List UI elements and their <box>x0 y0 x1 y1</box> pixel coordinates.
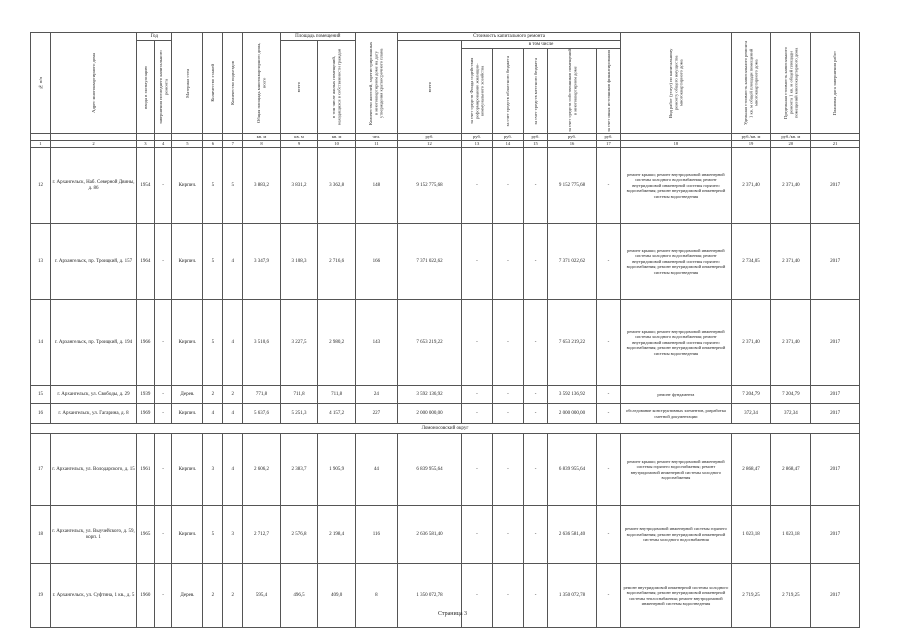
cell-year: 1966 <box>137 300 155 386</box>
cell-cost-total: 6 839 955,64 <box>397 434 461 506</box>
header-cost-local: за счет средств местного бюджета <box>523 49 547 134</box>
cell-fund: - <box>462 506 493 564</box>
header-no: № п/п <box>31 33 51 134</box>
header-area-total: всего <box>280 41 318 134</box>
cell-residents: 148 <box>355 148 397 224</box>
column-number-cell: 9 <box>280 141 318 148</box>
cell-local: - <box>523 506 547 564</box>
cell-regional: - <box>492 434 523 506</box>
cell-residents: 24 <box>355 386 397 404</box>
cell-other: - <box>596 434 620 506</box>
cell-residents: 143 <box>355 300 397 386</box>
header-cost-other: за счет иных источников финансирования <box>596 49 620 134</box>
cell-year: 1965 <box>137 506 155 564</box>
cell-deadline: 2017 <box>811 404 860 424</box>
unit-cell <box>50 134 136 141</box>
cell-entrances: 3 <box>223 506 243 564</box>
cell-cost-total: 3 592 136,92 <box>397 386 461 404</box>
cell-local: - <box>523 404 547 424</box>
page-footer: Страница 3 <box>437 611 468 617</box>
cell-fund: - <box>462 404 493 424</box>
cell-max: 2 371,40 <box>771 300 811 386</box>
cell-last: - <box>154 224 172 300</box>
cell-area-total: 771,8 <box>243 386 281 404</box>
cell-regional: - <box>492 148 523 224</box>
unit-cell <box>811 134 860 141</box>
cell-floors: 5 <box>203 300 223 386</box>
cell-area-rooms: 3 831,2 <box>280 148 318 224</box>
column-number-cell: 13 <box>462 141 493 148</box>
header-cost-fund: за счет средств Фонда содействия реформированию жилищно-коммунального хозяйства <box>462 49 493 134</box>
header-max-cost: Предельная стоимость капитального ремонта 1 кв. м общей площади помещений многоквартирного дома <box>771 33 811 134</box>
header-area-private: в том числе жилых помещений, находящихся в собственности граждан <box>318 41 356 134</box>
cell-residents: 166 <box>355 224 397 300</box>
cell-specific: 2 868,47 <box>731 434 771 506</box>
unit-cell: кв. м <box>280 134 318 141</box>
unit-cell <box>31 134 51 141</box>
cell-material: Кирпич. <box>172 224 203 300</box>
cell-works: ремонт крыши; ремонт внутридомовой инженерной системы холодного водоснабжения; ремонт внутридомовой инженерной системы горячего водоснабжения; ремонт внутридомовой инженерной системы водоотведения <box>621 224 732 300</box>
section-row-group <box>31 424 860 434</box>
cell-max: 2 371,40 <box>771 148 811 224</box>
table-header <box>31 33 860 148</box>
unit-cell: руб./кв. м <box>771 134 811 141</box>
cell-year: 1960 <box>137 564 155 628</box>
cell-other: - <box>596 506 620 564</box>
unit-cell <box>154 134 172 141</box>
cell-last: - <box>154 564 172 628</box>
column-number-cell: 17 <box>596 141 620 148</box>
cell-address: г. Архангельск, Наб. Северной Двины, д. 86 <box>50 148 136 224</box>
cell-deadline: 2017 <box>811 564 860 628</box>
cell-area-rooms: 2 576,8 <box>280 506 318 564</box>
header-address: Адрес многоквартирного дома <box>50 33 136 134</box>
column-number-cell: 11 <box>355 141 397 148</box>
cell-year: 1969 <box>137 404 155 424</box>
cell-regional: - <box>492 300 523 386</box>
unit-cell: чел. <box>355 134 397 141</box>
cell-no: 19 <box>31 564 51 628</box>
unit-cell <box>203 134 223 141</box>
cell-last: - <box>154 404 172 424</box>
cell-area-rooms: 3 108,3 <box>280 224 318 300</box>
cell-no: 12 <box>31 148 51 224</box>
cell-material: Кирпич. <box>172 434 203 506</box>
cell-cost-total: 2 636 581,40 <box>397 506 461 564</box>
header-year-last-repair: завершения последнего капитального ремонта <box>154 41 172 134</box>
cell-local: - <box>523 148 547 224</box>
cell-works: ремонт крыши; ремонт внутридомовой инженерной системы горячего водоснабжения; ремонт внутридомовой инженерной системы холодного водоснабжения <box>621 434 732 506</box>
cell-local: - <box>523 224 547 300</box>
cell-last: - <box>154 434 172 506</box>
header-specific-cost: Удельная стоимость капитального ремонта 1 кв. м общей площади помещений многоквартирного дома <box>731 33 771 134</box>
table-row <box>31 386 860 404</box>
cell-material: Дерев. <box>172 564 203 628</box>
cell-area-private: 1 905,9 <box>318 434 356 506</box>
header-cost-owners: за счет средств собственников помещений в многоквартирном доме <box>548 49 597 134</box>
cell-entrances: 5 <box>223 148 243 224</box>
cell-local: - <box>523 300 547 386</box>
cell-deadline: 2017 <box>811 148 860 224</box>
column-number-cell: 15 <box>523 141 547 148</box>
cell-no: 14 <box>31 300 51 386</box>
cell-area-total: 2 606,2 <box>243 434 281 506</box>
unit-cell: руб. <box>397 134 461 141</box>
cell-address: г. Архангельск, ул. Володарского, д. 15 <box>50 434 136 506</box>
cell-last: - <box>154 386 172 404</box>
cell-residents: 116 <box>355 506 397 564</box>
cell-specific: 2 371,40 <box>731 148 771 224</box>
cell-area-private: 409,0 <box>318 564 356 628</box>
cell-entrances: 4 <box>223 404 243 424</box>
cell-cost-total: 7 653 219,22 <box>397 300 461 386</box>
capital-repair-table <box>30 32 860 628</box>
rows-group-a <box>31 148 860 424</box>
cell-regional: - <box>492 564 523 628</box>
column-number-cell: 10 <box>318 141 356 148</box>
cell-last: - <box>154 506 172 564</box>
cell-last: - <box>154 148 172 224</box>
unit-cell <box>223 134 243 141</box>
cell-floors: 2 <box>203 564 223 628</box>
unit-cell <box>621 134 732 141</box>
cell-owners: 1 350 072,78 <box>548 564 597 628</box>
cell-owners: 7 371 022,62 <box>548 224 597 300</box>
cell-deadline: 2017 <box>811 434 860 506</box>
column-number-cell: 4 <box>154 141 172 148</box>
cell-works: ремонт фундамента <box>621 386 732 404</box>
unit-cell: руб. <box>548 134 597 141</box>
cell-max: 2 371,40 <box>771 224 811 300</box>
cell-floors: 4 <box>203 404 223 424</box>
cell-material: Кирпич. <box>172 404 203 424</box>
cell-area-total: 3 510,6 <box>243 300 281 386</box>
header-deadline: Плановая дата завершения работ <box>811 33 860 134</box>
cell-entrances: 2 <box>223 564 243 628</box>
cell-floors: 5 <box>203 148 223 224</box>
cell-deadline: 2017 <box>811 506 860 564</box>
cell-owners: 6 839 955,64 <box>548 434 597 506</box>
column-number-cell: 2 <box>50 141 136 148</box>
header-cost-group: Стоимость капитального ремонта <box>397 33 620 41</box>
cell-floors: 5 <box>203 506 223 564</box>
cell-max: 372,34 <box>771 404 811 424</box>
header-floors: Количество этажей <box>203 33 223 134</box>
header-works: Вид работ (услуг) по капитальному ремонту общего имущества многоквартирного дома <box>621 33 732 134</box>
cell-area-private: 2 716,6 <box>318 224 356 300</box>
cell-address: г. Архангельск, пр. Троицкий, д. 157 <box>50 224 136 300</box>
cell-area-private: 4 157,2 <box>318 404 356 424</box>
cell-cost-total: 1 350 072,78 <box>397 564 461 628</box>
unit-cell: руб. <box>596 134 620 141</box>
cell-entrances: 4 <box>223 300 243 386</box>
cell-max: 2 719,25 <box>771 564 811 628</box>
cell-specific: 2 719,25 <box>731 564 771 628</box>
cell-fund: - <box>462 564 493 628</box>
unit-cell <box>137 134 155 141</box>
header-cost-total: всего <box>397 41 461 134</box>
cell-owners: 2 636 581,40 <box>548 506 597 564</box>
cell-specific: 7 204,79 <box>731 386 771 404</box>
cell-area-rooms: 2 383,7 <box>280 434 318 506</box>
cell-local: - <box>523 434 547 506</box>
cell-no: 16 <box>31 404 51 424</box>
cell-address: г. Архангельск, ул. Выучейского, д. 59, корп. 1 <box>50 506 136 564</box>
header-year-commission: ввода в эксплуатацию <box>137 41 155 134</box>
cell-floors: 2 <box>203 386 223 404</box>
column-number-cell: 6 <box>203 141 223 148</box>
cell-max: 2 868,47 <box>771 434 811 506</box>
cell-specific: 1 023,18 <box>731 506 771 564</box>
table-row <box>31 506 860 564</box>
cell-regional: - <box>492 404 523 424</box>
cell-cost-total: 7 371 022,62 <box>397 224 461 300</box>
cell-address: г. Архангельск, ул. Свободы, д. 29 <box>50 386 136 404</box>
cell-area-rooms: 711,8 <box>280 386 318 404</box>
cell-no: 15 <box>31 386 51 404</box>
column-number-cell: 1 <box>31 141 51 148</box>
header-residents: Количество жителей, зарегистрированных в многоквартирном доме на дату утверждения краткосрочного плана <box>355 33 397 134</box>
cell-owners: 3 592 136,92 <box>548 386 597 404</box>
cell-area-rooms: 496,5 <box>280 564 318 628</box>
cell-works: ремонт внутридомовой инженерной системы холодного водоснабжения; ремонт внутридомовой инженерной системы теплоснабжения; ремонт внутридомовой инженерной системы водоотведения <box>621 564 732 628</box>
column-number-cell: 14 <box>492 141 523 148</box>
cell-works: ремонт внутридомовой инженерной системы горячего водоснабжения; ремонт внутридомовой инженерной системы холодного водоснабжения <box>621 506 732 564</box>
cell-year: 1961 <box>137 434 155 506</box>
cell-max: 7 204,79 <box>771 386 811 404</box>
cell-local: - <box>523 386 547 404</box>
unit-cell <box>172 134 203 141</box>
column-number-cell: 20 <box>771 141 811 148</box>
header-year: Год <box>137 33 172 41</box>
cell-other: - <box>596 404 620 424</box>
cell-deadline: 2017 <box>811 224 860 300</box>
cell-regional: - <box>492 224 523 300</box>
cell-area-total: 3 883,2 <box>243 148 281 224</box>
cell-works: ремонт крыши; ремонт внутридомовой инженерной системы холодного водоснабжения; ремонт внутридомовой инженерной системы горячего водоснабжения; ремонт внутридомовой инженерной системы водоотведения <box>621 300 732 386</box>
units-row <box>31 134 860 141</box>
header-entrances: Количество подъездов <box>223 33 243 134</box>
cell-specific: 2 734,05 <box>731 224 771 300</box>
unit-cell: руб./кв. м <box>731 134 771 141</box>
cell-entrances: 2 <box>223 386 243 404</box>
cell-max: 1 023,18 <box>771 506 811 564</box>
header-area-group: Площадь помещений <box>280 33 355 41</box>
cell-works: ремонт крыши; ремонт внутридомовой инженерной системы холодного водоснабжения; ремонт внутридомовой инженерной системы горячего водоснабжения; ремонт внутридомовой инженерной системы водоотведения <box>621 148 732 224</box>
cell-area-rooms: 3 227,5 <box>280 300 318 386</box>
cell-other: - <box>596 224 620 300</box>
cell-entrances: 4 <box>223 434 243 506</box>
cell-material: Кирпич. <box>172 148 203 224</box>
header-total-area: Общая площадь многоквартирного дома, всего <box>243 33 281 134</box>
cell-fund: - <box>462 300 493 386</box>
table-row <box>31 434 860 506</box>
cell-area-private: 2 198,4 <box>318 506 356 564</box>
cell-material: Кирпич. <box>172 506 203 564</box>
cell-fund: - <box>462 434 493 506</box>
header-cost-regional: за счет средств областного бюджета <box>492 49 523 134</box>
cell-year: 1964 <box>137 224 155 300</box>
column-number-cell: 3 <box>137 141 155 148</box>
table-row <box>31 564 860 628</box>
cell-address: г. Архангельск, ул. Гагарина, д. 8 <box>50 404 136 424</box>
cell-no: 17 <box>31 434 51 506</box>
column-number-cell: 21 <box>811 141 860 148</box>
cell-area-total: 5 637,6 <box>243 404 281 424</box>
unit-cell: кв. м <box>318 134 356 141</box>
column-number-cell: 19 <box>731 141 771 148</box>
column-number-cell: 12 <box>397 141 461 148</box>
cell-specific: 2 371,40 <box>731 300 771 386</box>
table-row <box>31 404 860 424</box>
unit-cell: руб. <box>492 134 523 141</box>
cell-area-total: 2 712,7 <box>243 506 281 564</box>
cell-area-total: 3 347,9 <box>243 224 281 300</box>
cell-no: 13 <box>31 224 51 300</box>
cell-owners: 7 653 219,22 <box>548 300 597 386</box>
cell-other: - <box>596 564 620 628</box>
cell-deadline: 2017 <box>811 300 860 386</box>
header-cost-incl: в том числе <box>462 41 621 49</box>
cell-other: - <box>596 386 620 404</box>
cell-local: - <box>523 564 547 628</box>
unit-cell: руб. <box>523 134 547 141</box>
rows-group-b <box>31 434 860 628</box>
cell-area-private: 3 362,8 <box>318 148 356 224</box>
cell-address: г. Архангельск, ул. Суфтина, 1 кв., д. 5 <box>50 564 136 628</box>
cell-last: - <box>154 300 172 386</box>
cell-year: 1939 <box>137 386 155 404</box>
cell-other: - <box>596 148 620 224</box>
unit-cell: руб. <box>462 134 493 141</box>
cell-residents: 8 <box>355 564 397 628</box>
cell-specific: 372,34 <box>731 404 771 424</box>
cell-fund: - <box>462 386 493 404</box>
header-material: Материал стен <box>172 33 203 134</box>
cell-entrances: 4 <box>223 224 243 300</box>
cell-address: г. Архангельск, пр. Троицкий, д. 194 <box>50 300 136 386</box>
cell-owners: 2 000 000,00 <box>548 404 597 424</box>
cell-works: обследование конструктивных элементов, разработка сметной документации <box>621 404 732 424</box>
table-row <box>31 224 860 300</box>
column-number-cell: 5 <box>172 141 203 148</box>
section-title: Ломоносовский округ <box>31 424 860 434</box>
cell-residents: 227 <box>355 404 397 424</box>
cell-cost-total: 9 152 775,68 <box>397 148 461 224</box>
unit-cell: кв. м <box>243 134 281 141</box>
column-number-cell: 8 <box>243 141 281 148</box>
cell-no: 18 <box>31 506 51 564</box>
column-number-cell: 7 <box>223 141 243 148</box>
cell-regional: - <box>492 506 523 564</box>
cell-residents: 44 <box>355 434 397 506</box>
column-numbers-row <box>31 141 860 148</box>
cell-material: Дерев. <box>172 386 203 404</box>
cell-deadline: 2017 <box>811 386 860 404</box>
cell-area-private: 2 980,2 <box>318 300 356 386</box>
column-number-cell: 16 <box>548 141 597 148</box>
cell-regional: - <box>492 386 523 404</box>
cell-year: 1954 <box>137 148 155 224</box>
cell-cost-total: 2 000 000,00 <box>397 404 461 424</box>
table-row <box>31 148 860 224</box>
cell-fund: - <box>462 148 493 224</box>
cell-fund: - <box>462 224 493 300</box>
cell-area-rooms: 5 251,3 <box>280 404 318 424</box>
column-number-cell: 18 <box>621 141 732 148</box>
cell-area-private: 711,8 <box>318 386 356 404</box>
table-row <box>31 300 860 386</box>
cell-owners: 9 152 775,68 <box>548 148 597 224</box>
cell-floors: 3 <box>203 434 223 506</box>
cell-other: - <box>596 300 620 386</box>
cell-material: Кирпич. <box>172 300 203 386</box>
cell-floors: 5 <box>203 224 223 300</box>
cell-area-total: 595,4 <box>243 564 281 628</box>
